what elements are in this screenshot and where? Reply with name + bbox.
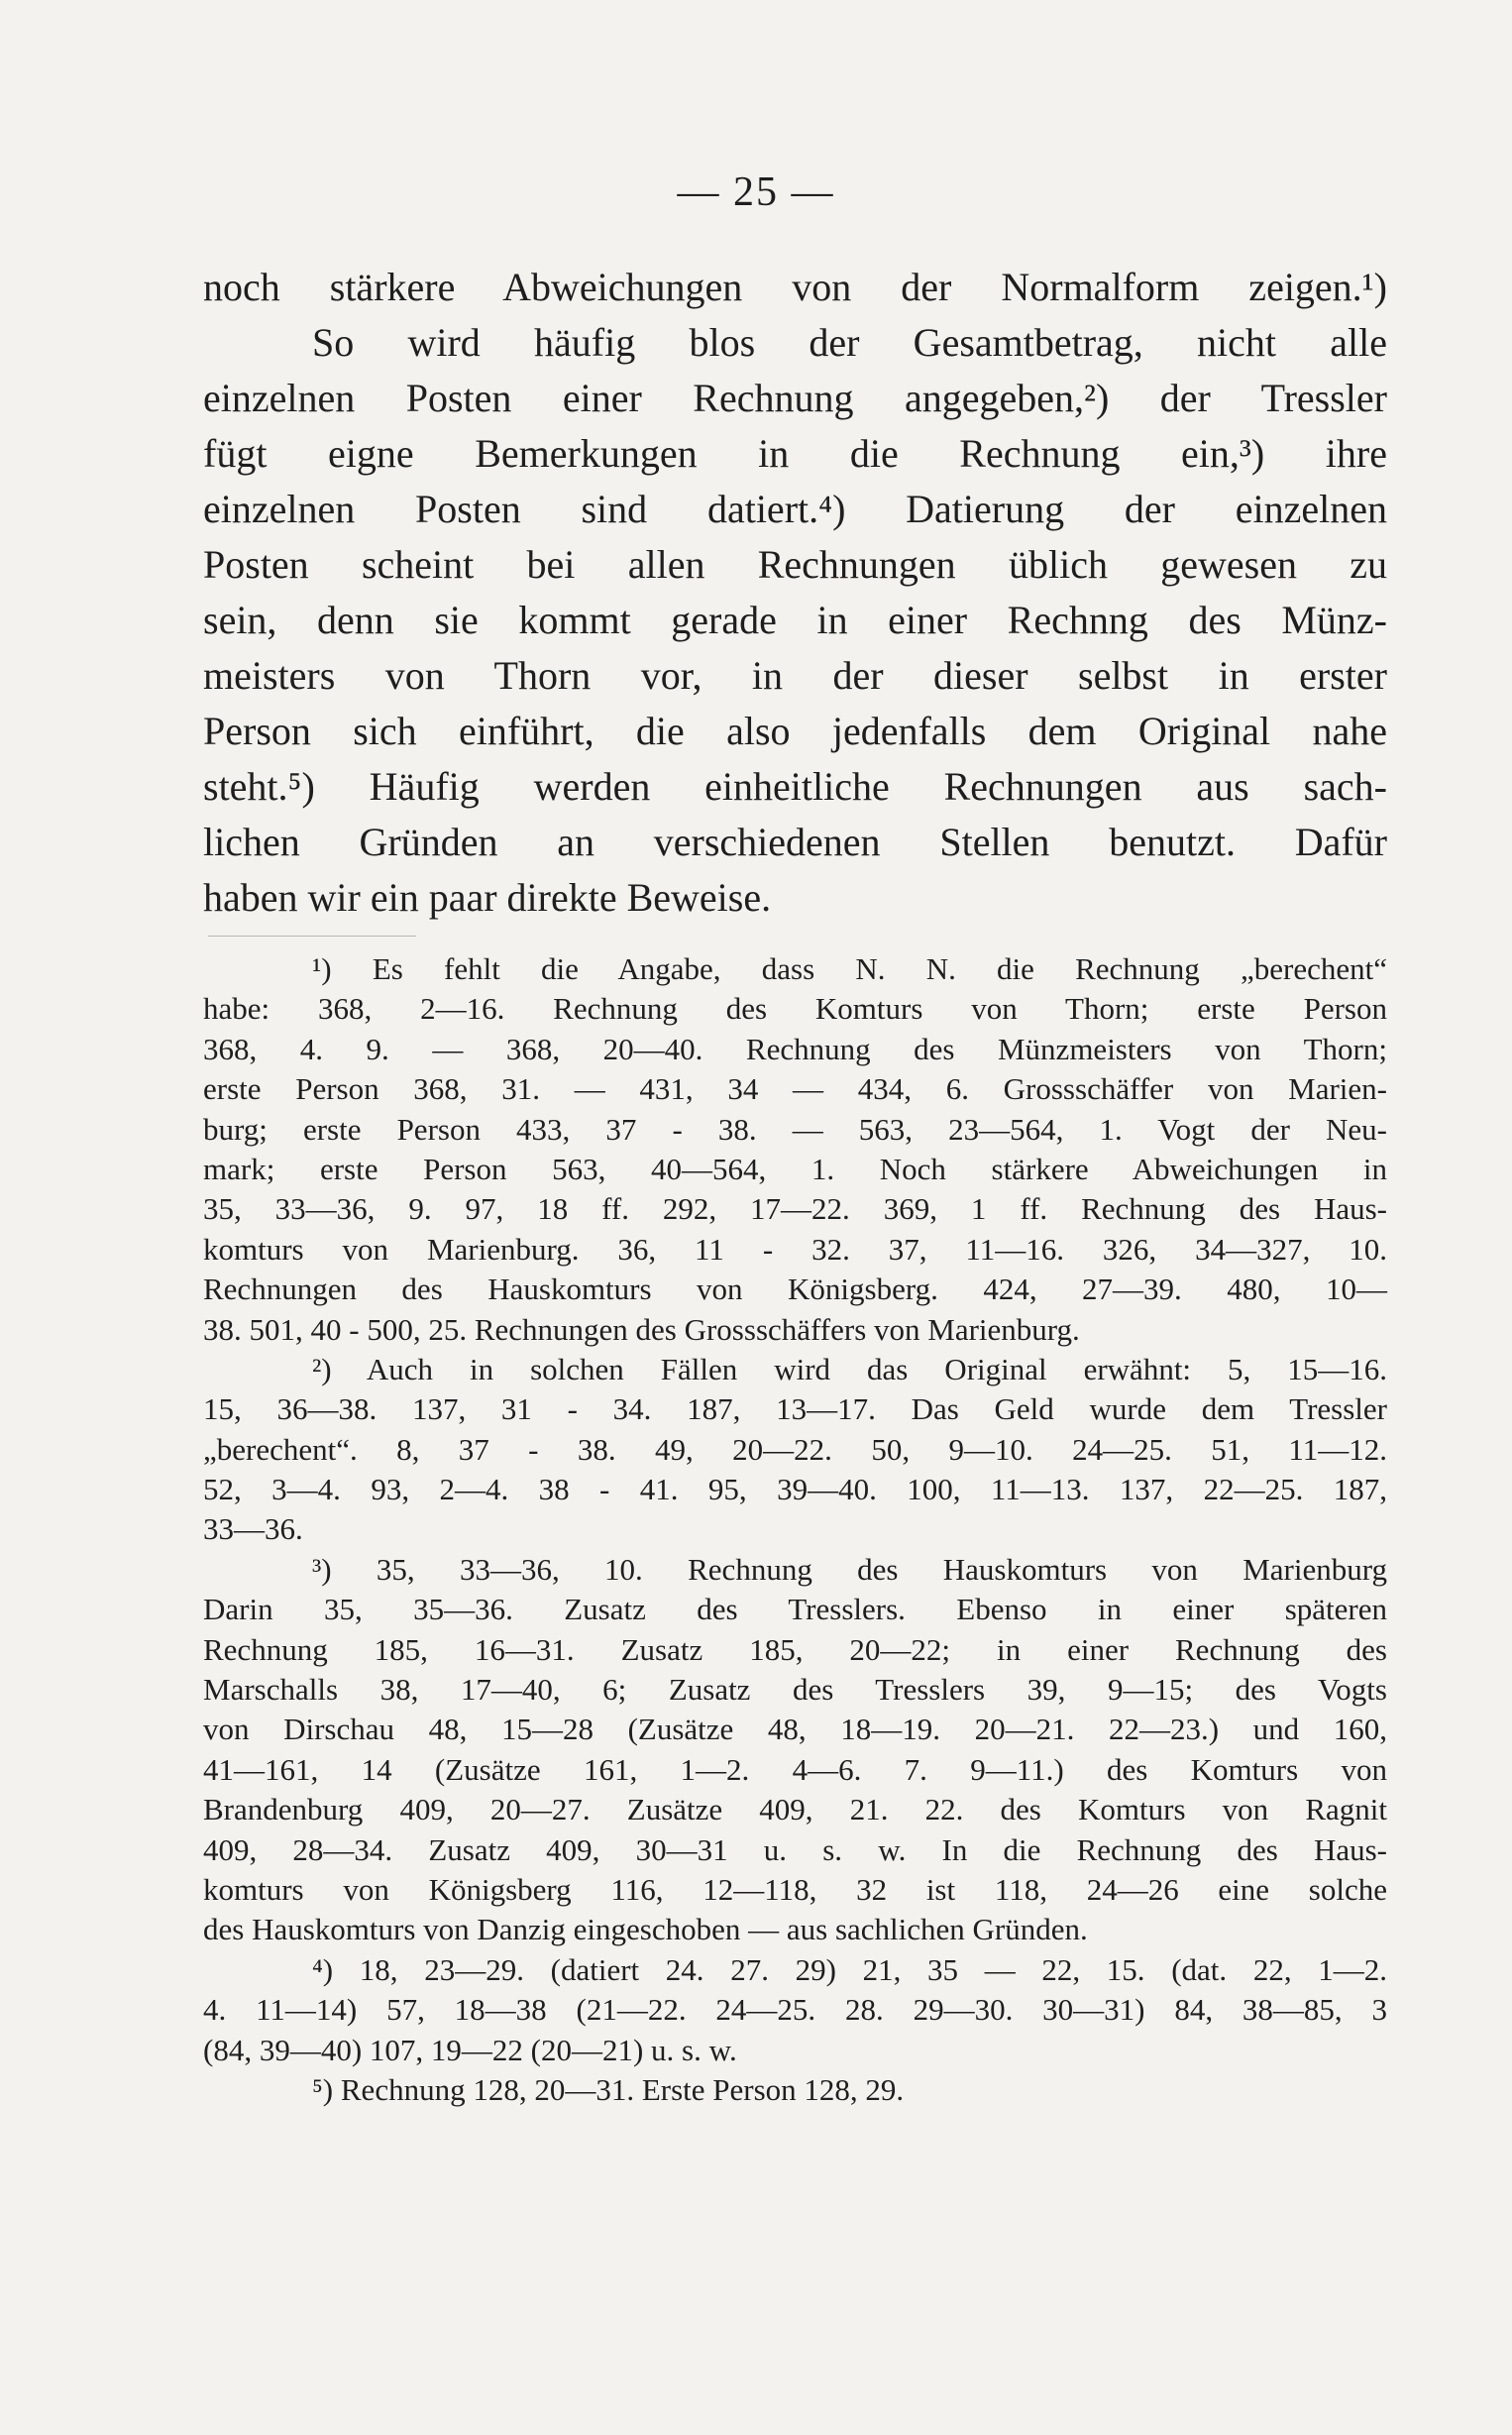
body-text: [203, 260, 1387, 926]
footnote-line: 41—161, 14 (Zusätze 161, 1—2. 4—6. 7. 9—11.) des Komturs von: [203, 1751, 1387, 1787]
footnote-line: „berechent“. 8, 37 - 38. 49, 20—22. 50, 9—10. 24—25. 51, 11—12.: [203, 1431, 1387, 1467]
footnote-line: von Dirschau 48, 15—28 (Zusätze 48, 18—19. 20—21. 22—23.) und 160,: [203, 1712, 1387, 1747]
body-line: Person sich einführt, die also jedenfalls dem Original nahe: [203, 709, 1387, 753]
footnote-line: ¹) Es fehlt die Angabe, dass N. N. die Rechnung „berechent“: [312, 951, 1387, 986]
footnote-line: Brandenburg 409, 20—27. Zusätze 409, 21. 22. des Komturs von Ragnit: [203, 1792, 1387, 1827]
footnote-line: 33—36.: [203, 1511, 303, 1547]
footnote-line: 15, 36—38. 137, 31 - 34. 187, 13—17. Das Geld wurde dem Tressler: [203, 1391, 1387, 1427]
body-line: einzelnen Posten einer Rechnung angegeben,²) der Tressler: [203, 376, 1387, 420]
body-line: fügt eigne Bemerkungen in die Rechnung ein,³) ihre: [203, 431, 1387, 476]
footnote-line: 409, 28—34. Zusatz 409, 30—31 u. s. w. In die Rechnung des Haus-: [203, 1831, 1387, 1867]
footnote-line: erste Person 368, 31. — 431, 34 — 434, 6. Grossschäffer von Marien-: [203, 1071, 1387, 1107]
body-line: sein, denn sie kommt gerade in einer Rechnng des Münz-: [203, 598, 1387, 642]
footnote-line: 368, 4. 9. — 368, 20—40. Rechnung des Münzmeisters von Thorn;: [203, 1031, 1387, 1066]
footnote-line: 4. 11—14) 57, 18—38 (21—22. 24—25. 28. 29—30. 30—31) 84, 38—85, 3: [203, 1992, 1387, 2028]
footnote-line: 35, 33—36, 9. 97, 18 ff. 292, 17—22. 369, 1 ff. Rechnung des Haus-: [203, 1191, 1387, 1227]
body-line: haben wir ein paar direkte Beweise.: [203, 875, 772, 920]
footnote-line: burg; erste Person 433, 37 - 38. — 563, 23—564, 1. Vogt der Neu-: [203, 1111, 1387, 1147]
footnote-line: Rechnungen des Hauskomturs von Königsberg. 424, 27—39. 480, 10—: [203, 1272, 1387, 1307]
body-line: noch stärkere Abweichungen von der Normalform zeigen.¹): [203, 265, 1387, 309]
body-line: lichen Gründen an verschiedenen Stellen benutzt. Dafür: [203, 820, 1387, 864]
body-line: So wird häufig blos der Gesamtbetrag, nicht alle: [312, 320, 1387, 365]
footnote-line: habe: 368, 2—16. Rechnung des Komturs von Thorn; erste Person: [203, 991, 1387, 1027]
footnote-line: ⁴) 18, 23—29. (datiert 24. 27. 29) 21, 35 — 22, 15. (dat. 22, 1—2.: [312, 1951, 1387, 1987]
footnote-line: Darin 35, 35—36. Zusatz des Tresslers. Ebenso in einer späteren: [203, 1592, 1387, 1627]
footnote-line: ⁵) Rechnung 128, 20—31. Erste Person 128, 29.: [312, 2071, 905, 2107]
footnote-line: mark; erste Person 563, 40—564, 1. Noch stärkere Abweichungen in: [203, 1151, 1387, 1186]
footnote-line: Marschalls 38, 17—40, 6; Zusatz des Tresslers 39, 9—15; des Vogts: [203, 1672, 1387, 1708]
footnote-line: (84, 39—40) 107, 19—22 (20—21) u. s. w.: [203, 2032, 737, 2067]
footnote-line: 52, 3—4. 93, 2—4. 38 - 41. 95, 39—40. 100, 11—13. 137, 22—25. 187,: [203, 1472, 1387, 1507]
footnotes: [203, 949, 1387, 2110]
footnote-line: ²) Auch in solchen Fällen wird das Original erwähnt: 5, 15—16.: [312, 1351, 1387, 1386]
footnote-line: Rechnung 185, 16—31. Zusatz 185, 20—22; in einer Rechnung des: [203, 1631, 1387, 1667]
body-line: steht.⁵) Häufig werden einheitliche Rechnungen aus sach-: [203, 764, 1387, 809]
page-number: — 25 —: [677, 169, 835, 215]
body-line: Posten scheint bei allen Rechnungen üblich gewesen zu: [203, 542, 1387, 587]
footnote-separator: [208, 936, 416, 937]
body-line: meisters von Thorn vor, in der dieser selbst in erster: [203, 653, 1387, 698]
footnote-line: des Hauskomturs von Danzig eingeschoben — aus sachlichen Gründen.: [203, 1912, 1088, 1947]
footnote-line: 38. 501, 40 - 500, 25. Rechnungen des Grossschäffers von Marienburg.: [203, 1311, 1080, 1347]
body-line: einzelnen Posten sind datiert.⁴) Datierung der einzelnen: [203, 487, 1387, 531]
footnote-line: ³) 35, 33—36, 10. Rechnung des Hauskomturs von Marienburg: [312, 1551, 1387, 1587]
footnote-line: komturs von Marienburg. 36, 11 - 32. 37, 11—16. 326, 34—327, 10.: [203, 1231, 1387, 1267]
footnote-line: komturs von Königsberg 116, 12—118, 32 ist 118, 24—26 eine solche: [203, 1871, 1387, 1907]
